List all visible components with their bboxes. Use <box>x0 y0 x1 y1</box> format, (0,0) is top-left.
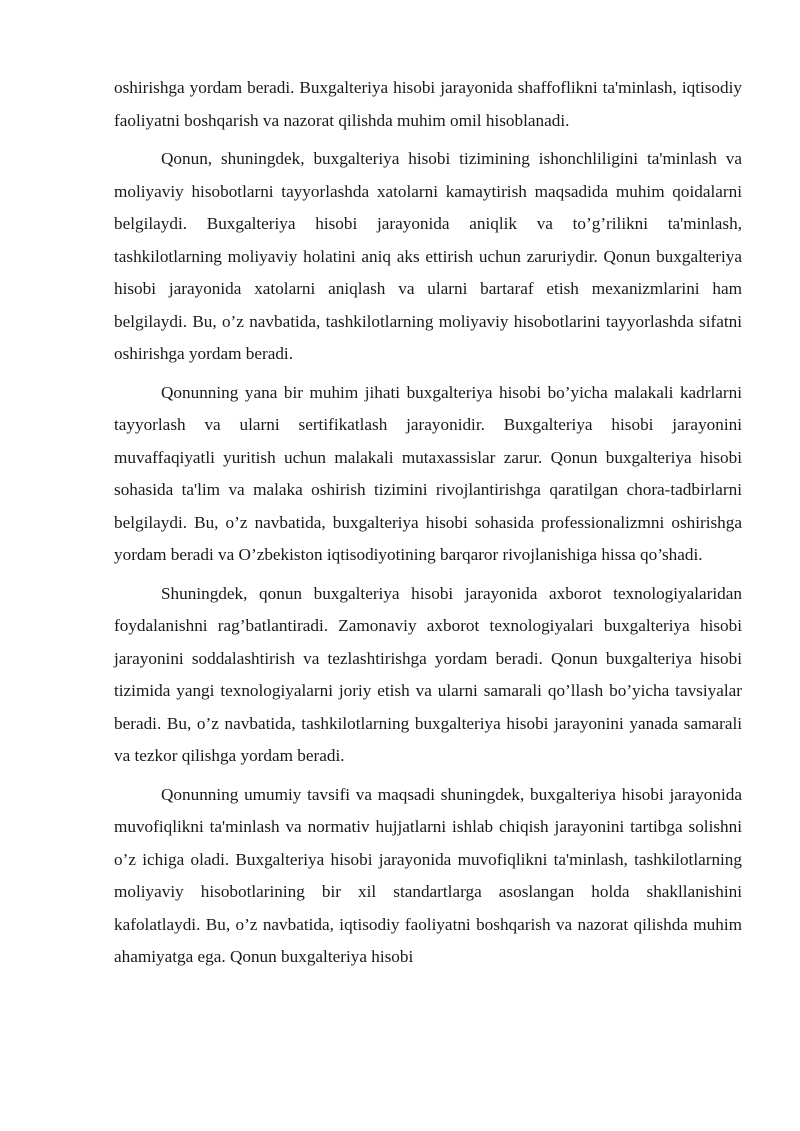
paragraph: Qonunning umumiy tavsifi va maqsadi shuningdek, buxgalteriya hisobi jarayonida muvofiqlikni ta'minlash va normativ hujjatlarni ishlab chiqish jarayonini tartibga solishni o’z ichiga oladi. Buxgalteriya hisobi jarayonida muvofiqlikni ta'minlash, tashkilotlarning moliyaviy hisobotlarining bir xil standartlarga asoslangan holda shakllanishini kafolatlaydi. Bu, o’z navbatida, iqtisodiy faoliyatni boshqarish va nazorat qilishda muhim ahamiyatga ega. Qonun buxgalteriya hisobi <box>114 784 742 966</box>
paragraph: Qonunning yana bir muhim jihati buxgalteriya hisobi bo’yicha malakali kadrlarni tayyorlash va ularni sertifikatlash jarayonidir. Buxgalteriya hisobi jarayonini muvaffaqiyatli yuritish uchun malakali mutaxassislar zarur. Qonun buxgalteriya hisobi sohasida ta'lim va malaka oshirish tizimini rivojlantirishga qaratilgan chora-tadbirlarni belgilaydi. Bu, o’z navbatida, buxgalteriya hisobi sohasida professionalizmni oshirishga yordam beradi va O’zbekiston iqtisodiyotining barqaror rivojlanishiga hissa qo’shadi. <box>114 382 742 564</box>
paragraph: Qonun, shuningdek, buxgalteriya hisobi tizimining ishonchliligini ta'minlash va moliyaviy hisobotlarni tayyorlashda xatolarni kamaytirish maqsadida muhim qoidalarni belgilaydi. Buxgalteriya hisobi jarayonida aniqlik va to’g’rilikni ta'minlash, tashkilotlarning moliyaviy holatini aniq aks ettirish uchun zaruriydir. Qonun buxgalteriya hisobi jarayonida xatolarni aniqlash va ularni bartaraf etish mexanizmlarini ham belgilaydi. Bu, o’z navbatida, tashkilotlarning moliyaviy hisobotlarini tayyorlashda sifatni oshirishga yordam beradi. <box>114 149 742 363</box>
paragraph-continuation: oshirishga yordam beradi. Buxgalteriya hisobi jarayonida shaffoflikni ta'minlash, iqtisodiy faoliyatni boshqarish va nazorat qilishda muhim omil hisoblanadi. <box>114 78 742 130</box>
document-body <box>114 72 742 980</box>
paragraph: Shuningdek, qonun buxgalteriya hisobi jarayonida axborot texnologiyalaridan foydalanishni rag’batlantiradi. Zamonaviy axborot texnologiyalari buxgalteriya hisobi jarayonini soddalashtirish va tezlashtirishga yordam beradi. Qonun buxgalteriya hisobi tizimida yangi texnologiyalarni joriy etish va ularni samarali qo’llash bo’yicha tavsiyalar beradi. Bu, o’z navbatida, tashkilotlarning buxgalteriya hisobi jarayonini yanada samarali va tezkor qilishga yordam beradi. <box>114 583 742 765</box>
